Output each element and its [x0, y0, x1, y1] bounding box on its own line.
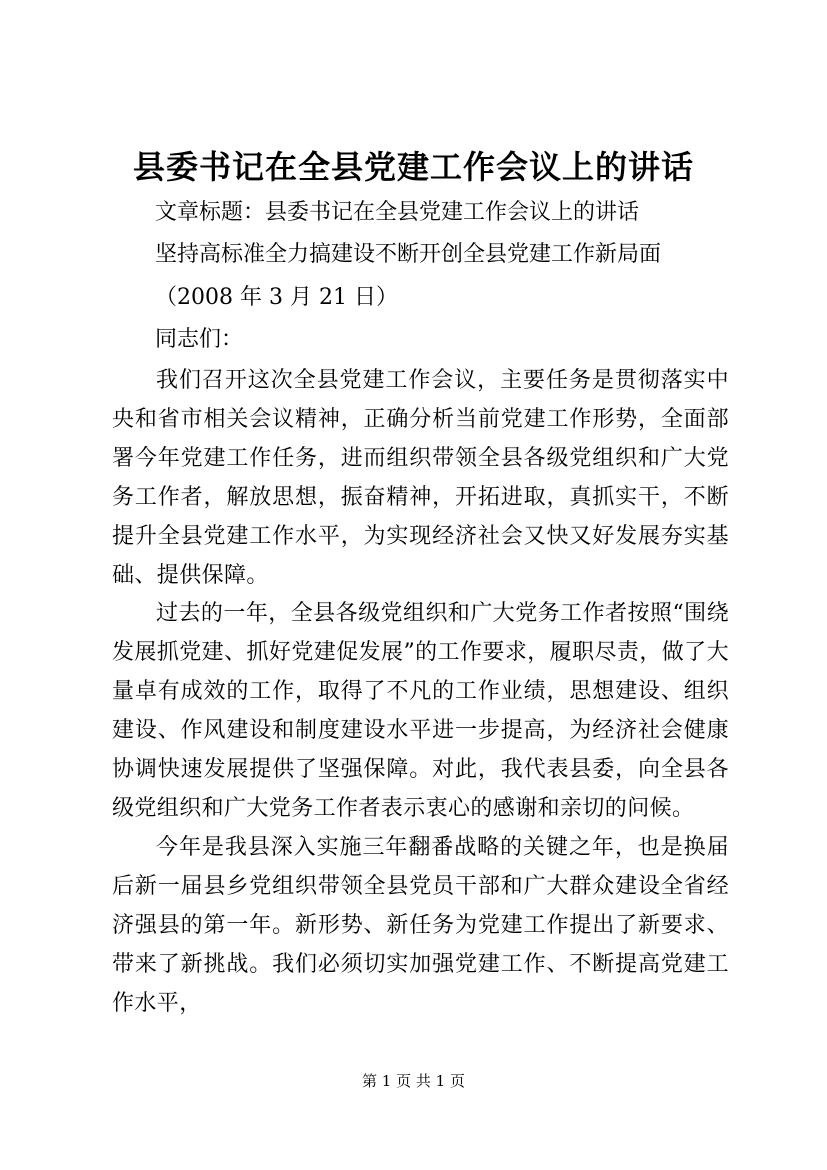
document-title: 县委书记在全县党建工作会议上的讲话: [132, 148, 694, 186]
body-paragraph: 今年是我县深入实施三年翻番战略的关键之年，也是换届后新一届县乡党组织带领全县党员干部和广大群众建设全省经济强县的第一年。新形势、新任务为党建工作提出了新要求、带来了新挑战。我们必须切实加强党建工作、不断提高党建工作水平，: [112, 834, 729, 1016]
document-body: [112, 362, 729, 1023]
date-line: （2008 年 3 月 21 日）: [155, 285, 398, 310]
subtitle-line: 坚持高标准全力搞建设不断开创全县党建工作新局面: [155, 242, 662, 267]
page-footer: 第 1 页 共 1 页: [362, 1072, 465, 1090]
body-paragraph: 我们召开这次全县党建工作会议，主要任务是贯彻落实中央和省市相关会议精神，正确分析当前党建工作形势，全面部署今年党建工作任务，进而组织带领全县各级党组织和广大党务工作者，解放思想，振奋精神，开拓进取，真抓实干，不断提升全县党建工作水平，为实现经济社会又快又好发展夯实基础、提供保障。: [112, 368, 729, 588]
article-title-line: 文章标题：县委书记在全县党建工作会议上的讲话: [155, 200, 640, 225]
body-paragraph: 过去的一年，全县各级党组织和广大党务工作者按照“围绕发展抓党建、抓好党建促发展”的工作要求，履职尽责，做了大量卓有成效的工作，取得了不凡的工作业绩，思想建设、组织建设、作风建设和制度建设水平进一步提高，为经济社会健康协调快速发展提供了坚强保障。对此，我代表县委，向全县各级党组织和广大党务工作者表示衷心的感谢和亲切的问候。: [112, 601, 729, 821]
salutation-line: 同志们：: [155, 327, 244, 352]
